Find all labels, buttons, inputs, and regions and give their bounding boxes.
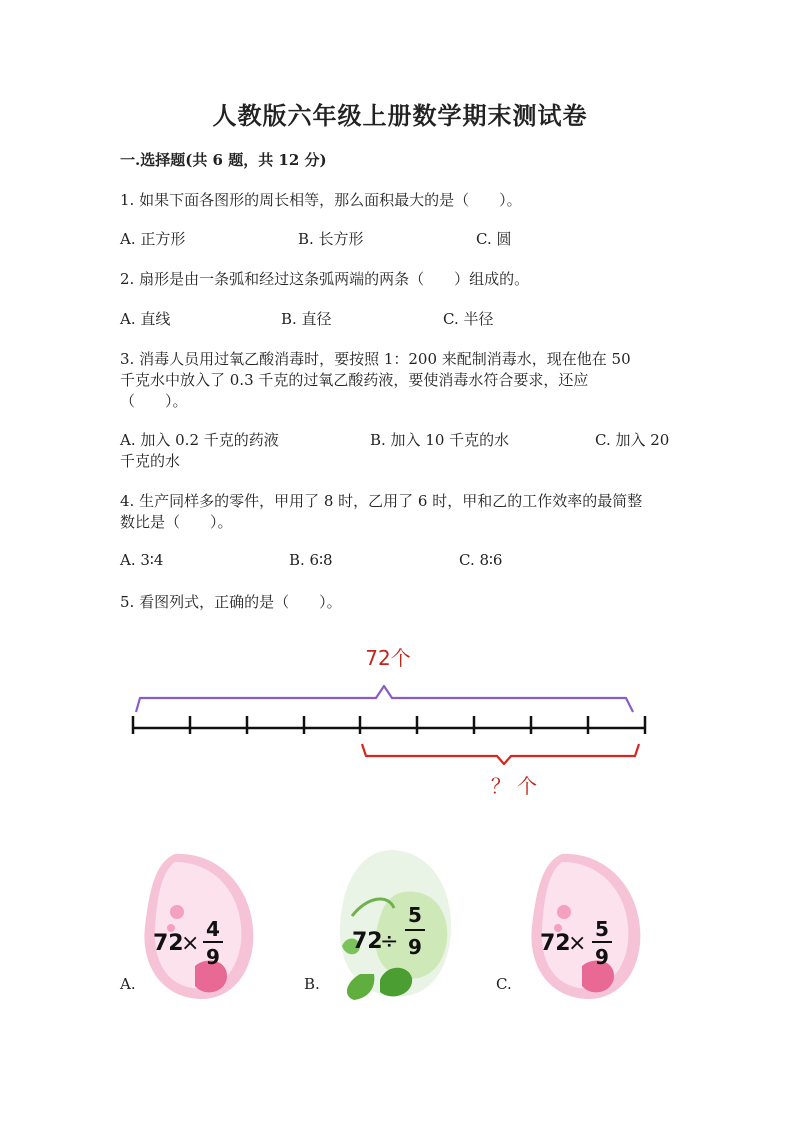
- question-5-stem: 5. 看图列式，正确的是（ ）。: [120, 593, 342, 611]
- denominator: 9: [408, 935, 422, 959]
- question-5-option-c-letter[interactable]: C.: [496, 975, 512, 993]
- numerator: 5: [595, 917, 609, 941]
- question-5-option-b-letter[interactable]: B.: [304, 975, 320, 993]
- question-3-option-a[interactable]: A. 加入 0.2 千克的药液: [120, 431, 279, 449]
- question-1-option-b[interactable]: B. 长方形: [298, 230, 364, 248]
- question-3-option-c-continued: 千克的水: [120, 452, 181, 470]
- denominator: 9: [595, 945, 609, 969]
- question-5-option-a-letter[interactable]: A.: [120, 975, 136, 993]
- question-3-stem-line-1: 3. 消毒人员用过氧乙酸消毒时，要按照 1：200 来配制消毒水，现在他在 50: [120, 350, 631, 368]
- question-3-stem-line-2: 千克水中放入了 0.3 千克的过氧乙酸药液，要使消毒水符合要求，还应: [120, 371, 589, 389]
- numerator: 5: [408, 903, 422, 927]
- whole-number: 72: [352, 929, 383, 954]
- question-3-option-c[interactable]: C. 加入 20: [595, 431, 670, 449]
- whole-number: 72: [540, 931, 571, 956]
- operator: ×: [568, 931, 587, 956]
- unknown-count-label: ？ 个: [490, 774, 538, 798]
- section-heading: 一.选择题(共 6 题，共 12 分): [120, 151, 327, 169]
- top-brace: [136, 686, 633, 712]
- operator: ÷: [380, 929, 399, 954]
- question-4-stem-line-1: 4. 生产同样多的零件，甲用了 8 时，乙用了 6 时，甲和乙的工作效率的最简整: [120, 492, 643, 510]
- option-b-card[interactable]: [332, 846, 462, 1011]
- question-1-option-c[interactable]: C. 圆: [476, 230, 512, 248]
- question-2-option-c[interactable]: C. 半径: [443, 310, 494, 328]
- total-count-label: 72个: [365, 646, 411, 670]
- segment-diagram: [0, 640, 800, 800]
- bottom-brace: [362, 744, 639, 764]
- question-1-stem: 1. 如果下面各图形的周长相等，那么面积最大的是（ ）。: [120, 191, 522, 209]
- question-4-stem-line-2: 数比是（ ）。: [120, 513, 233, 531]
- numerator: 4: [206, 917, 220, 941]
- question-2-option-a[interactable]: A. 直线: [120, 310, 171, 328]
- question-2-stem: 2. 扇形是由一条弧和经过这条弧两端的两条（ ）组成的。: [120, 270, 530, 288]
- option-c-card[interactable]: [522, 848, 652, 1008]
- question-2-option-b[interactable]: B. 直径: [281, 310, 332, 328]
- operator: ×: [181, 931, 200, 956]
- question-1-option-a[interactable]: A. 正方形: [120, 230, 186, 248]
- tick-marks: [133, 716, 645, 734]
- question-4-option-b[interactable]: B. 6∶8: [289, 551, 333, 569]
- whole-number: 72: [153, 931, 184, 956]
- question-3-stem-line-3: （ ）。: [120, 392, 188, 410]
- denominator: 9: [206, 945, 220, 969]
- question-3-option-b[interactable]: B. 加入 10 千克的水: [370, 431, 510, 449]
- option-a-card[interactable]: [135, 848, 265, 1008]
- question-4-option-a[interactable]: A. 3∶4: [120, 551, 164, 569]
- page-title: 人教版六年级上册数学期末测试卷: [212, 101, 588, 130]
- question-4-option-c[interactable]: C. 8∶6: [459, 551, 503, 569]
